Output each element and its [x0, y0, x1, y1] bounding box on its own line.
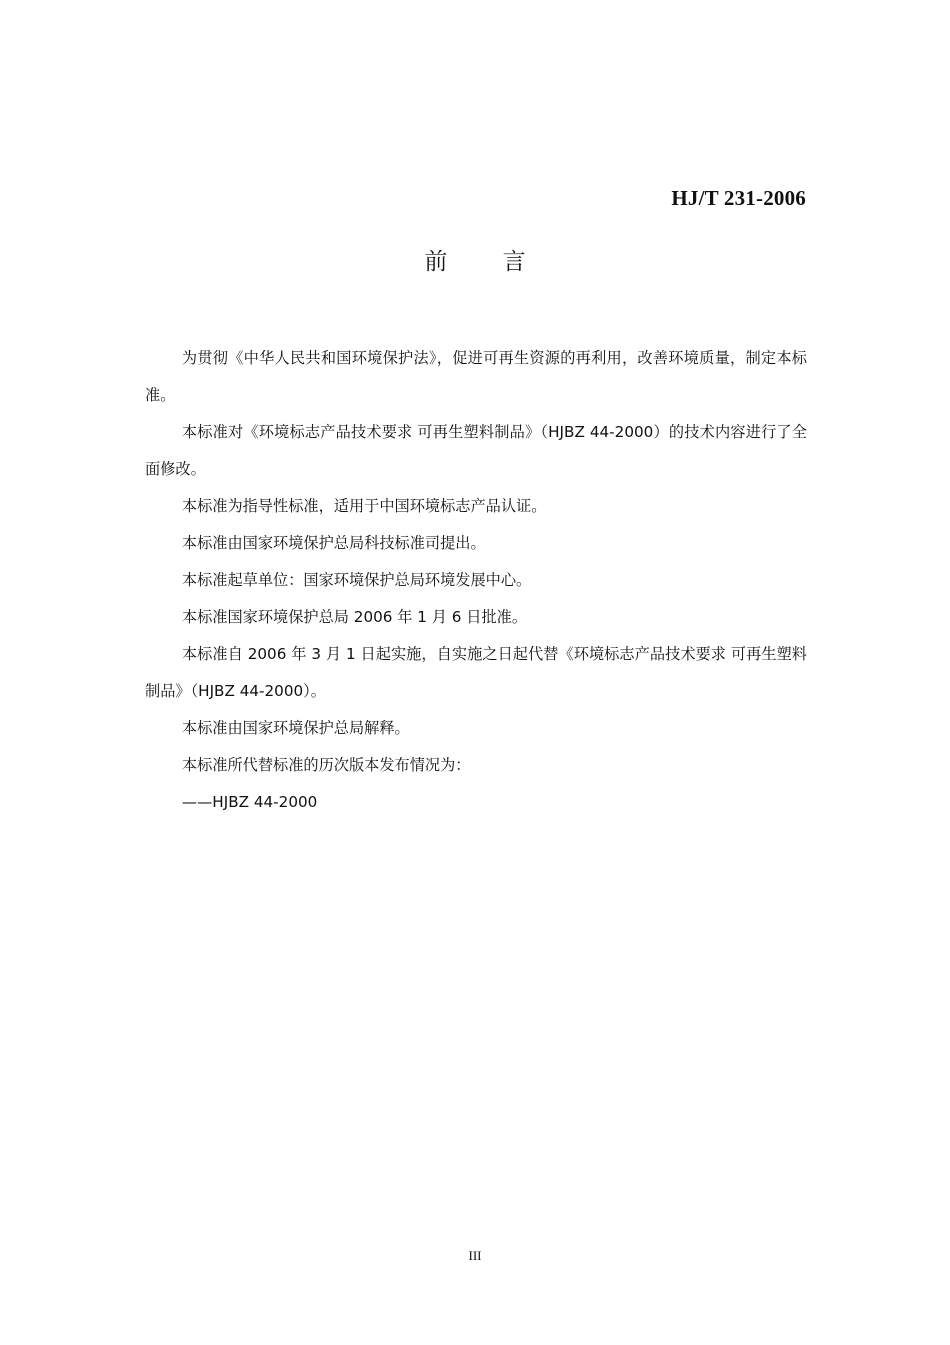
paragraph-interpretation: 本标准由国家环境保护总局解释。: [181, 719, 410, 737]
paragraph-scope: 本标准为指导性标准，适用于中国环境标志产品认证。: [181, 497, 547, 515]
paragraph-drafter: 本标准起草单位：国家环境保护总局环境发展中心。: [181, 571, 532, 589]
page-title: 前 言: [424, 249, 550, 275]
standard-number: HJ/T 231-2006: [671, 186, 806, 210]
paragraph-history-item: ——HJBZ 44-2000: [181, 793, 318, 811]
paragraph-effective-date: 本标准自 2006 年 3 月 1 日起实施，自实施之日起代替《环境标志产品技术要求 可再生塑料制品》（HJBZ 44-2000）。: [145, 645, 807, 700]
foreword-body: [145, 340, 807, 821]
page-number: III: [468, 1248, 482, 1263]
paragraph-history-intro: 本标准所代替标准的历次版本发布情况为：: [181, 756, 471, 774]
paragraph-revision: 本标准对《环境标志产品技术要求 可再生塑料制品》（HJBZ 44-2000）的技术内容进行了全面修改。: [145, 423, 807, 478]
paragraph-proposer: 本标准由国家环境保护总局科技标准司提出。: [181, 534, 486, 552]
paragraph-approval: 本标准国家环境保护总局 2006 年 1 月 6 日批准。: [181, 608, 528, 626]
paragraph-purpose: 为贯彻《中华人民共和国环境保护法》，促进可再生资源的再利用，改善环境质量，制定本标准。: [145, 349, 807, 404]
